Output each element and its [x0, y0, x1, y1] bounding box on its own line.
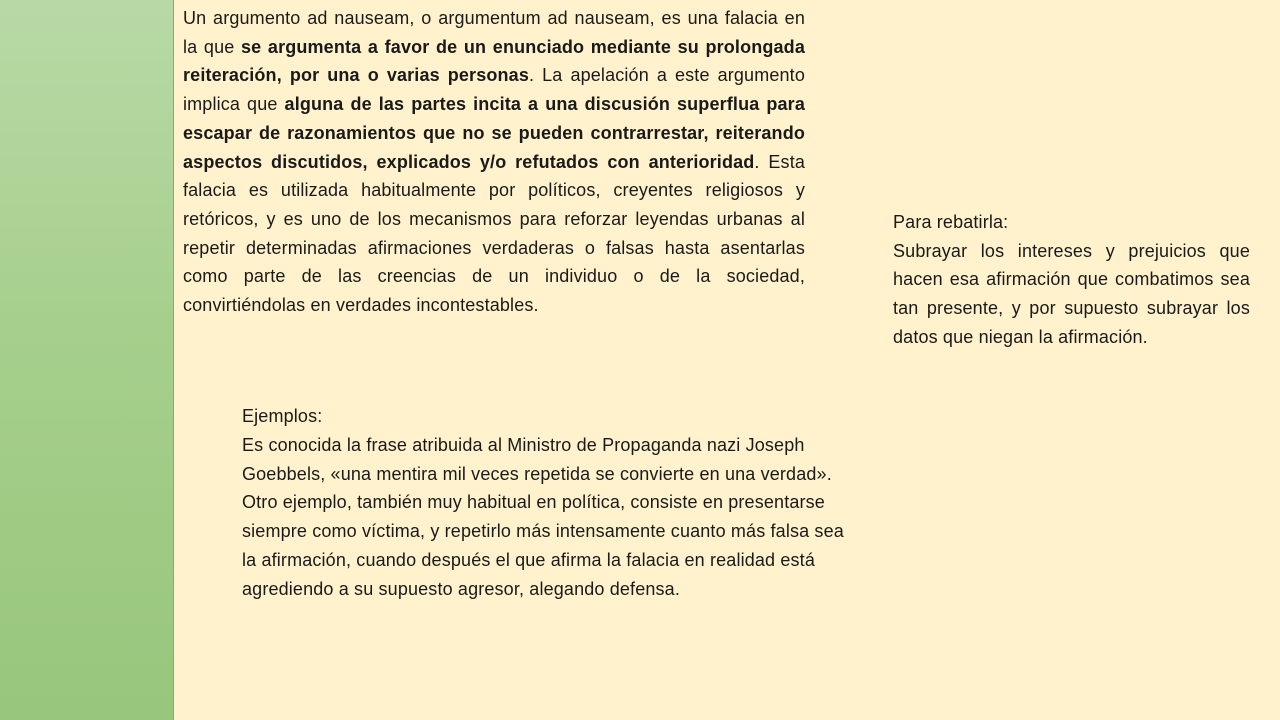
sidebar-decoration — [0, 0, 174, 720]
rebuttal-heading: Para rebatirla: — [893, 212, 1009, 232]
example-item: Es conocida la frase atribuida al Ministro de Propaganda nazi Joseph Goebbels, «una mentira mil veces repetida se convierte en una verdad». — [242, 434, 832, 484]
definition-text-intro: Un argumento ad nauseam, o argumentum ad nauseam, es una falacia en la que — [183, 8, 805, 57]
definition-text-bold-1: se argumenta a favor de un enunciado mediante su prolongada reiteración, por una o varias personas — [183, 36, 805, 86]
definition-text-middle: . La apelación a este argumento implica que — [183, 65, 805, 115]
definition-paragraph — [183, 4, 805, 320]
definition-text-ending: . Esta falacia es utilizada habitualmente por políticos, creyentes religiosos y retóricos, y es uno de los mecanismos para reforzar leyendas urbanas al repetir determinadas afirmaciones verdaderas o falsas hasta asentarlas como parte de las creencias de un individuo o de la sociedad, convirtiéndolas en verdades incontestables. — [183, 151, 806, 316]
rebuttal-body: Subrayar los intereses y prejuicios que hacen esa afirmación que combatimos sea tan presente, y por supuesto subrayar los datos que niegan la afirmación. — [893, 240, 1250, 347]
examples-heading: Ejemplos: — [242, 406, 323, 426]
examples-block — [242, 402, 862, 604]
rebuttal-block — [893, 208, 1250, 352]
definition-text-bold-2: alguna de las partes incita a una discusión superflua para escapar de razonamientos que no se pueden contrarrestar, reiterando aspectos discutidos, explicados y/o refutados con anterioridad — [183, 94, 805, 172]
example-item: Otro ejemplo, también muy habitual en política, consiste en presentarse siempre como víctima, y repetirlo más intensamente cuanto más falsa sea la afirmación, cuando después el que afirma la falacia en realidad está agrediendo a su supuesto agresor, alegando defensa. — [242, 492, 844, 599]
